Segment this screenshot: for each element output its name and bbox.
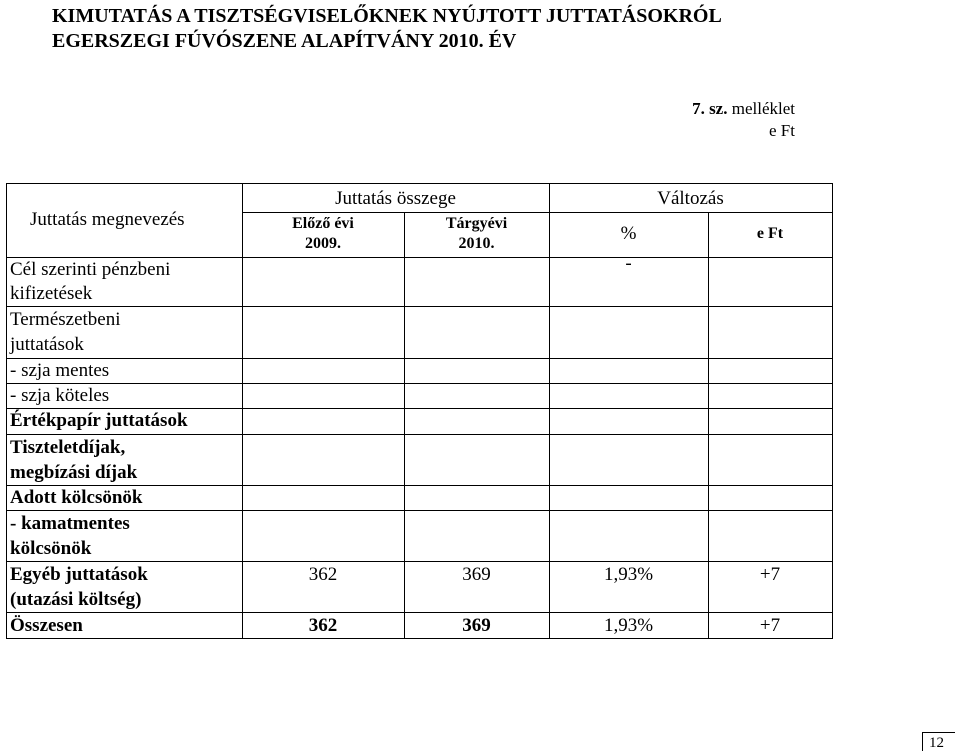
header-curr-year xyxy=(404,214,549,254)
header-change-group: Változás xyxy=(657,188,724,209)
grid-line xyxy=(832,183,833,639)
row-label: Tiszteletdíjak, xyxy=(10,437,126,458)
header-curr-line2: 2010. xyxy=(458,235,495,252)
total-pct: 1,93% xyxy=(603,615,654,636)
row-label: juttatások xyxy=(10,334,84,355)
row-label: kölcsönök xyxy=(10,538,92,559)
header-amount-group: Juttatás összege xyxy=(335,188,456,209)
row-label: Értékpapír juttatások xyxy=(10,410,188,431)
header-prev-line2: 2009. xyxy=(305,235,341,252)
grid-line xyxy=(6,612,833,613)
row-label: Egyéb juttatások xyxy=(10,564,148,585)
row-label: Adott kölcsönök xyxy=(10,487,143,508)
header-eft: e Ft xyxy=(756,225,784,242)
page-number: 12 xyxy=(922,732,955,751)
row-curr: 369 xyxy=(462,564,491,585)
total-prev: 362 xyxy=(308,615,338,636)
total-label: Összesen xyxy=(10,615,83,636)
row-pct: 1,93% xyxy=(603,564,654,585)
grid-line xyxy=(6,561,833,562)
grid-line xyxy=(6,183,833,184)
header-prev-year xyxy=(242,214,404,254)
row-prev: 362 xyxy=(308,564,338,585)
title-line-2: EGERSZEGI FÚVÓSZENE ALAPÍTVÁNY 2010. ÉV xyxy=(52,30,517,52)
grid-line xyxy=(6,638,833,639)
grid-line xyxy=(6,358,833,359)
grid-line xyxy=(6,383,833,384)
row-label: - kamatmentes xyxy=(10,513,130,534)
row-label: - szja köteles xyxy=(10,385,110,406)
annex-note xyxy=(692,98,795,142)
row-eft: +7 xyxy=(759,564,781,585)
grid-line xyxy=(6,183,7,639)
total-curr: 369 xyxy=(462,615,491,636)
row-label: - szja mentes xyxy=(10,360,110,381)
header-name: Juttatás megnevezés xyxy=(30,209,185,230)
row-label: kifizetések xyxy=(10,283,93,304)
grid-line xyxy=(242,212,833,213)
title-line-1: KIMUTATÁS A TISZTSÉGVISELŐKNEK NYÚJTOTT JUTTATÁSOKRÓL xyxy=(52,5,722,27)
grid-line xyxy=(6,306,833,307)
row-label: Cél szerinti pénzbeni xyxy=(10,259,171,280)
row-label: Természetbeni xyxy=(10,309,121,330)
annex-number: 7. sz. xyxy=(692,99,728,118)
total-eft: +7 xyxy=(759,615,781,636)
row-pct: - xyxy=(625,253,632,274)
page-title xyxy=(52,4,722,54)
annex-word: melléklet xyxy=(731,99,795,118)
grid-line xyxy=(6,434,833,435)
header-pct: % xyxy=(620,223,637,244)
grid-line xyxy=(6,510,833,511)
row-label: (utazási költség) xyxy=(10,589,142,610)
header-curr-line1: Tárgyévi xyxy=(445,215,508,232)
annex-unit: e Ft xyxy=(769,121,795,140)
header-prev-line1: Előző évi xyxy=(292,215,354,232)
row-label: megbízási díjak xyxy=(10,462,138,483)
